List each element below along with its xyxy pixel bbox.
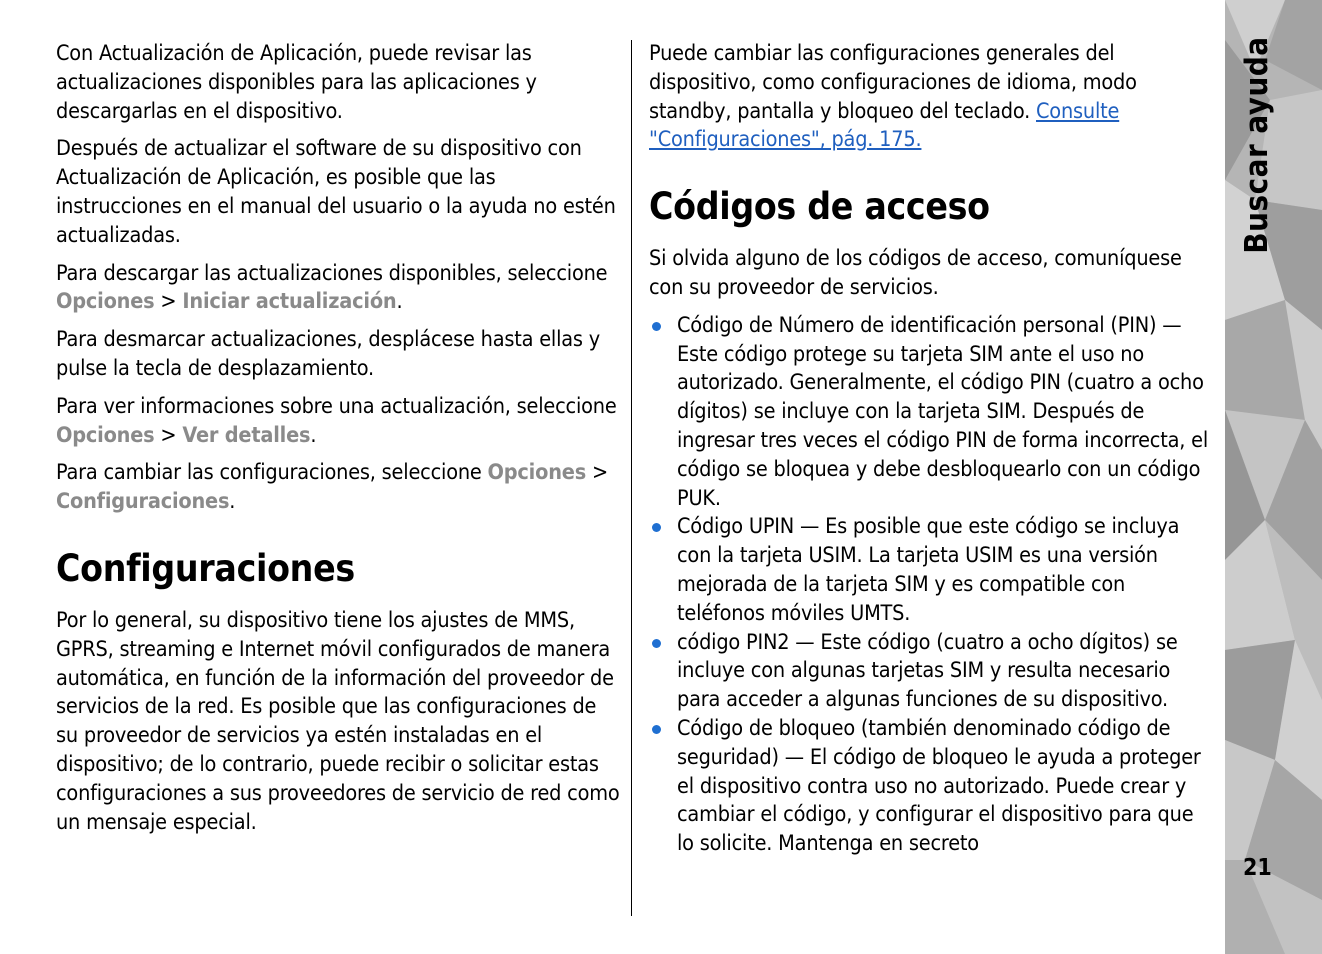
- list-item-text: Código de Número de identificación personal (PIN) — Este código protege su tarjeta SIM ante el uso no autorizado. Generalmente, el código PIN (cuatro a ocho dígitos) se incluye con la tarjeta SIM. Después de ingresar tres veces el código PIN de forma incorrecta, el código se bloquea y debe desbloquearlo con un código PUK.: [677, 312, 1209, 511]
- list-item-text: código PIN2 — Este código (cuatro a ocho dígitos) se incluye con algunas tarjetas SIM y resulta necesario para acceder a algunas funciones de su dispositivo.: [677, 629, 1178, 713]
- left-column: [56, 40, 622, 846]
- paragraph-app-update-intro: Con Actualización de Aplicación, puede revisar las actualizaciones disponibles para las aplicaciones y descargarlas en el dispositivo.: [56, 41, 537, 124]
- sidebar-section-title: Buscar ayuda: [1239, 36, 1275, 254]
- paragraph-change-settings: [56, 459, 622, 517]
- list-item-text: Código UPIN — Es posible que este código se incluya con la tarjeta USIM. La tarjeta USIM es una versión mejorada de la tarjeta SIM y es compatible con teléfonos móviles UMTS.: [677, 514, 1180, 626]
- bullet-icon: [652, 639, 661, 648]
- bullet-icon: [652, 725, 661, 734]
- text-segment: Para cambiar las configuraciones, seleccione: [56, 460, 488, 486]
- bullet-icon: [652, 322, 661, 331]
- list-item: [649, 629, 1215, 715]
- text-segment: .: [310, 422, 317, 448]
- heading-configuraciones: Configuraciones: [56, 546, 355, 590]
- page-number: 21: [1243, 855, 1272, 881]
- paragraph-general-settings: [649, 40, 1215, 155]
- menu-separator: >: [154, 422, 183, 448]
- list-item-text: Código de bloqueo (también denominado código de seguridad) — El código de bloqueo le ayuda a proteger el dispositivo contra uso no autorizado. Puede crear y cambiar el código, y configurar el dispositivo para que lo solicite. Mantenga en secreto: [677, 715, 1201, 857]
- paragraph-access-codes-intro: Si olvida alguno de los códigos de acceso, comuníquese con su proveedor de servicios.: [649, 246, 1182, 300]
- text-segment: .: [229, 489, 236, 515]
- list-item: [649, 513, 1215, 628]
- list-item: [649, 312, 1215, 514]
- paragraph-view-details: [56, 393, 622, 451]
- menu-option-iniciar-actualizacion: Iniciar actualización: [182, 289, 397, 315]
- text-segment: Para descargar las actualizaciones disponibles, seleccione: [56, 260, 608, 286]
- text-segment: Para ver informaciones sobre una actualización, seleccione: [56, 393, 617, 419]
- link-configuraciones-page[interactable]: Consulte "Configuraciones", pág. 175.: [649, 98, 1120, 153]
- text-segment: Puede cambiar las configuraciones generales del dispositivo, como configuraciones de idioma, modo standby, pantalla y bloqueo del teclado.: [649, 41, 1137, 124]
- access-codes-list: [649, 312, 1215, 859]
- paragraph-app-update-note: Después de actualizar el software de su dispositivo con Actualización de Aplicación, es posible que las instrucciones en el manual del usuario o la ayuda no estén actualizadas.: [56, 136, 616, 248]
- bullet-icon: [652, 523, 661, 532]
- paragraph-settings-description: Por lo general, su dispositivo tiene los ajustes de MMS, GPRS, streaming e Internet móvil configurados de manera automática, en función de la información del proveedor de servicios de la red. Es posible que las configuraciones de su proveedor de servicios ya estén instaladas en el dispositivo; de lo contrario, puede recibir o solicitar estas configuraciones a sus proveedores de servicio de red como un mensaje especial.: [56, 607, 620, 835]
- menu-option-opciones: Opciones: [487, 460, 587, 486]
- heading-codigos-de-acceso: Códigos de acceso: [649, 185, 990, 229]
- right-column: [649, 40, 1215, 859]
- list-item: [649, 715, 1215, 859]
- menu-option-configuraciones: Configuraciones: [56, 489, 230, 515]
- menu-separator: >: [154, 289, 183, 315]
- menu-option-opciones: Opciones: [56, 289, 155, 315]
- paragraph-unmark-updates: Para desmarcar actualizaciones, desplácese hasta ellas y pulse la tecla de desplazamiento.: [56, 327, 600, 381]
- menu-option-opciones: Opciones: [56, 422, 155, 448]
- paragraph-download-updates: [56, 260, 622, 318]
- text-segment: .: [396, 289, 403, 315]
- menu-option-ver-detalles: Ver detalles: [182, 422, 311, 448]
- menu-separator: >: [586, 460, 608, 486]
- column-divider: [631, 40, 632, 916]
